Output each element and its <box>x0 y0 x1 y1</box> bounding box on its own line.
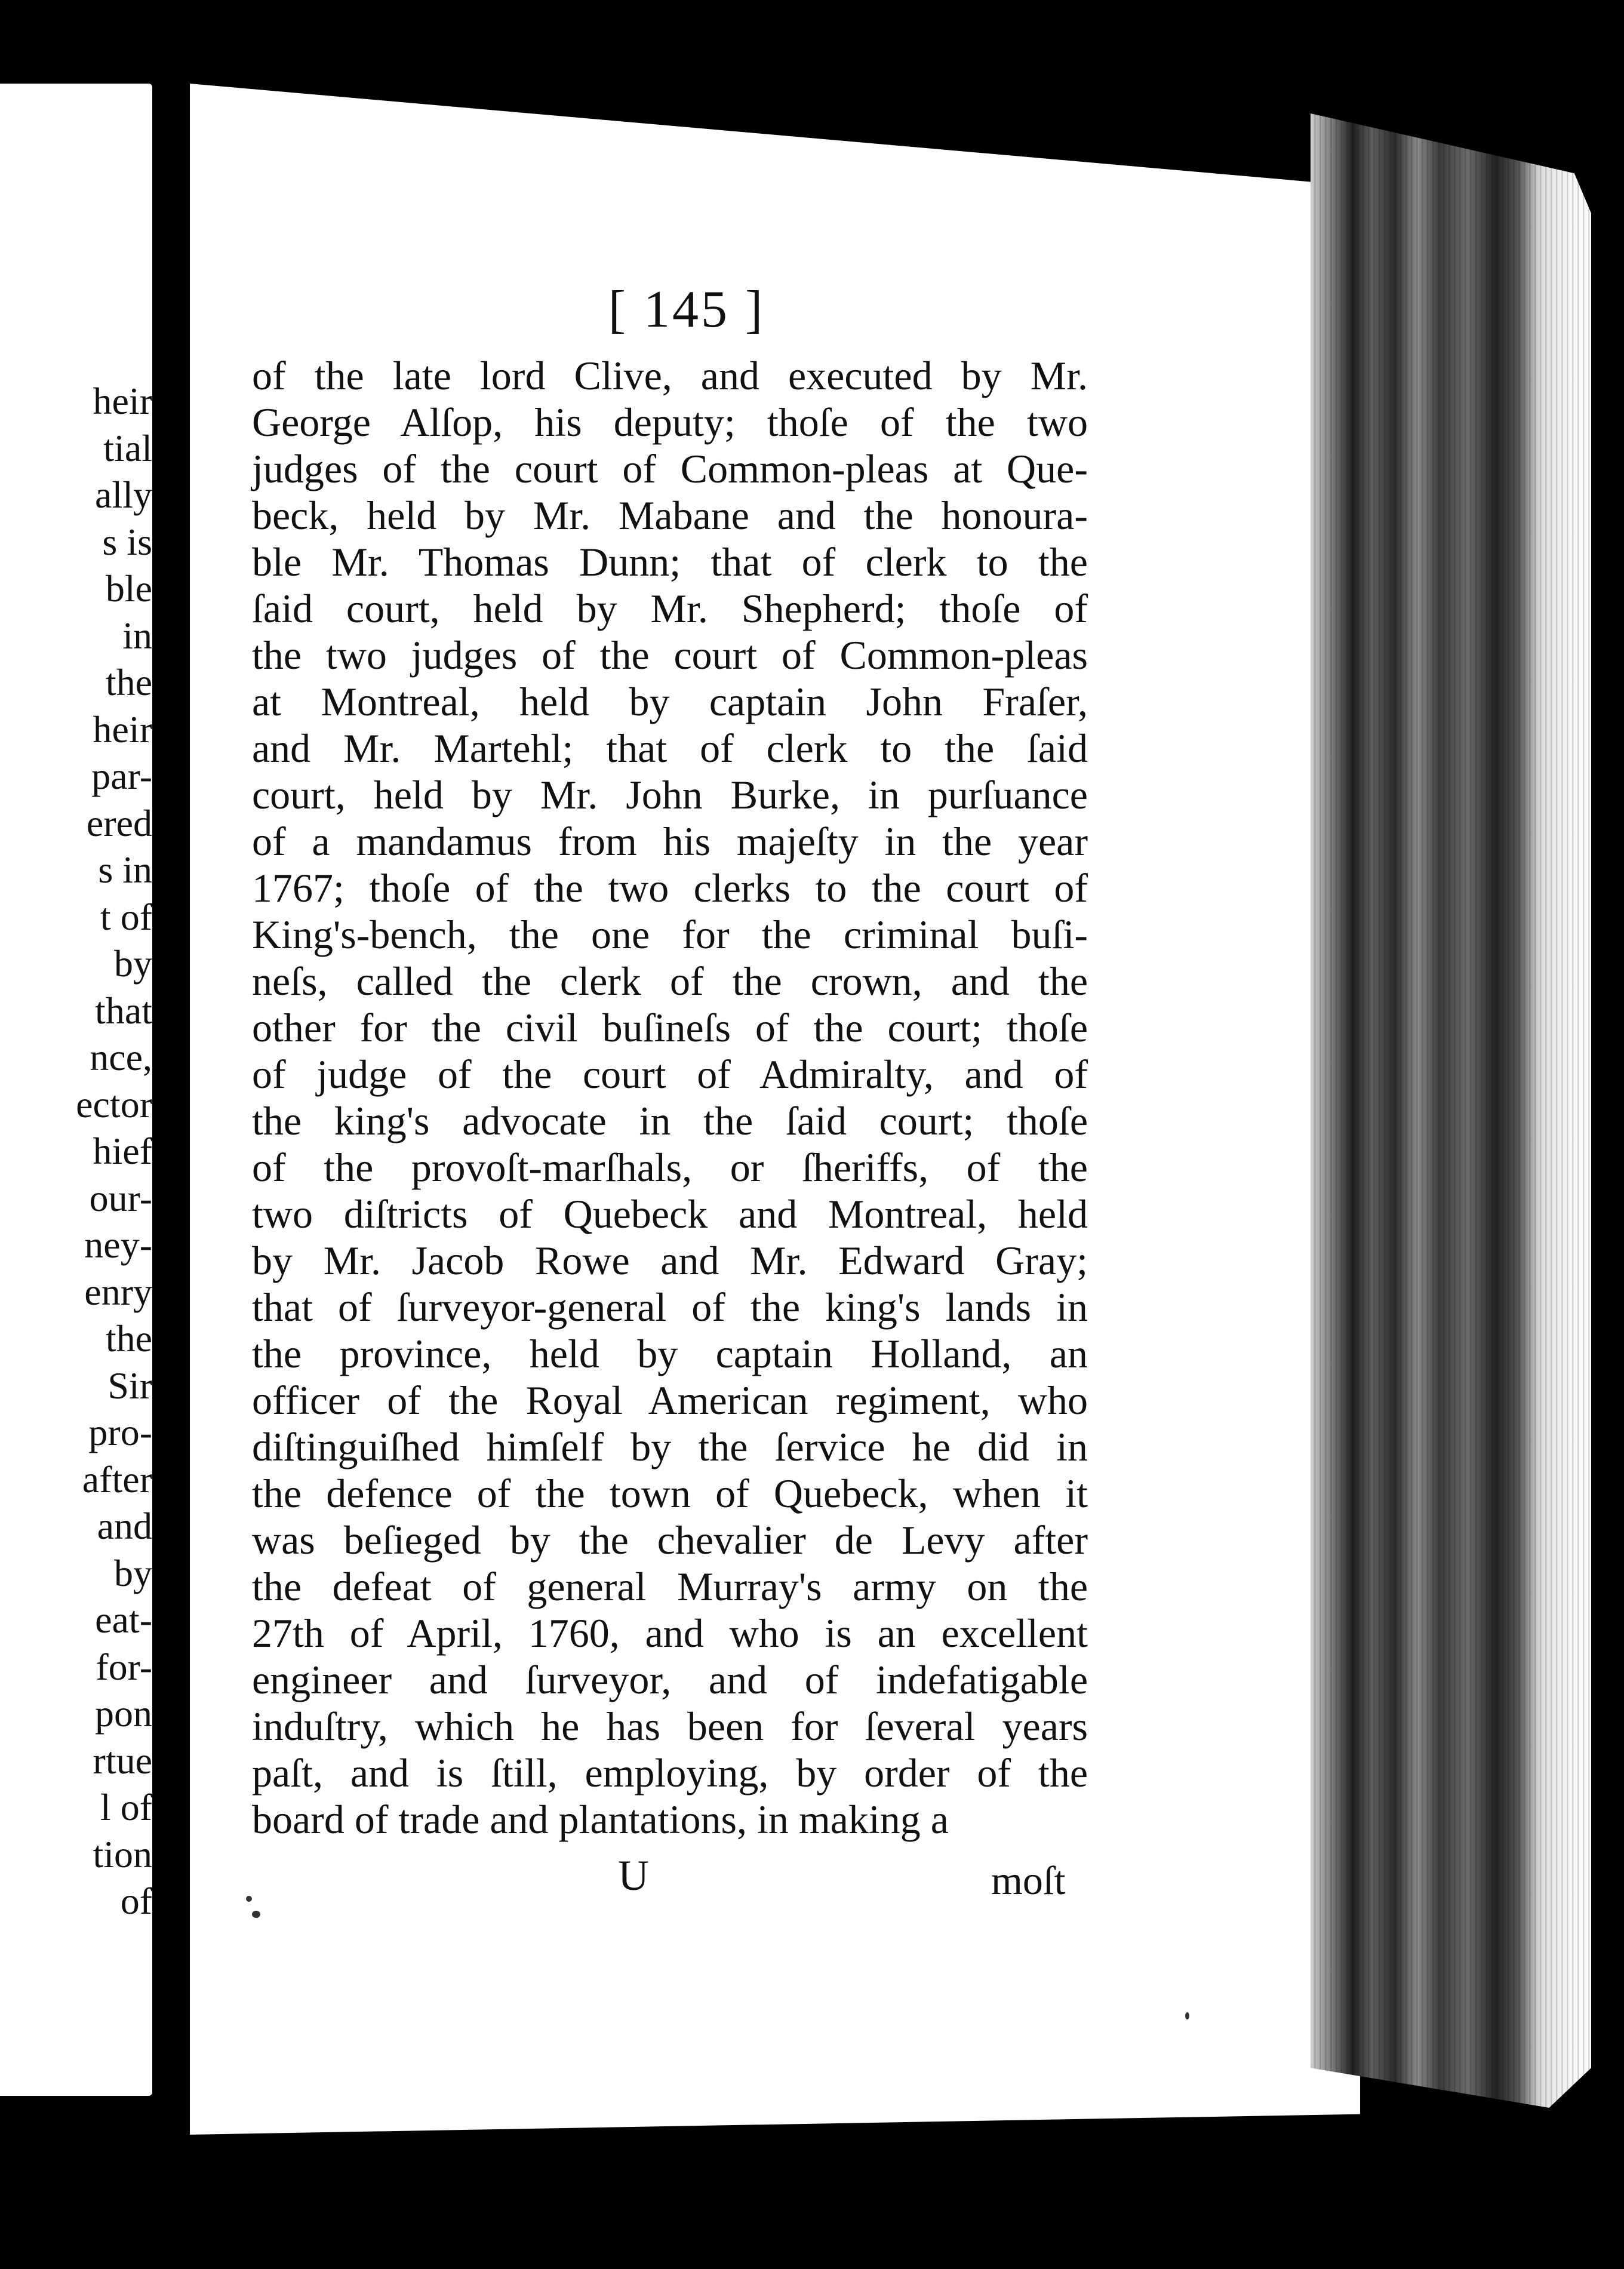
left-page-fragment: ally <box>95 474 152 516</box>
text-line: 1767; thoſe of the two clerks to the court of <box>252 865 1088 911</box>
text-line: of the provoſt-marſhals, or ſheriffs, of the <box>252 1145 1088 1190</box>
text-line: ſaid court, held by Mr. Shepherd; thoſe of <box>252 586 1088 631</box>
left-page-fragment: the <box>105 661 152 703</box>
ink-speck <box>1185 2012 1189 2019</box>
text-line: and Mr. Martehl; that of clerk to the ſaid <box>252 725 1088 771</box>
left-page-fragment: after <box>82 1458 152 1501</box>
left-page-fragment: s in <box>98 848 152 891</box>
left-page-fragment: ney- <box>84 1223 152 1266</box>
left-page-fragment: nce, <box>90 1036 152 1078</box>
text-line: court, held by Mr. John Burke, in purſuance <box>252 772 1088 817</box>
text-line: neſs, called the clerk of the crown, and the <box>252 958 1088 1004</box>
text-line: the defence of the town of Quebeck, when it <box>252 1471 1088 1516</box>
text-line: ble Mr. Thomas Dunn; that of clerk to the <box>252 539 1088 585</box>
left-page-fragment: s is <box>102 520 152 563</box>
text-line: induſtry, which he has been for ſeveral years <box>252 1704 1088 1749</box>
left-page-fragment: ector <box>76 1083 152 1126</box>
left-page-fragment: l of <box>100 1786 152 1828</box>
left-page-fragment: pro- <box>88 1411 152 1453</box>
left-page-fragment: tion <box>93 1833 152 1876</box>
left-page <box>0 84 152 2096</box>
left-page-fragment: and <box>97 1505 152 1547</box>
text-line: judges of the court of Common-pleas at Que- <box>252 446 1088 491</box>
left-page-fragment: Sir <box>107 1364 152 1407</box>
text-line: the king's advocate in the ſaid court; thoſe <box>252 1098 1088 1143</box>
signature-mark: U <box>618 1852 649 1899</box>
left-page-fragment: enry <box>84 1270 152 1313</box>
left-page-fragment: heir <box>93 708 152 751</box>
text-line: engineer and ſurveyor, and of indefatigable <box>252 1657 1088 1702</box>
left-page-fragment: rtue <box>93 1739 152 1782</box>
page-number: [ 145 ] <box>608 281 765 339</box>
left-page-fragment: that <box>95 989 152 1032</box>
left-page-fragment: ered <box>86 801 152 844</box>
ink-speck <box>246 1896 252 1902</box>
text-line: two diſtricts of Quebeck and Montreal, held <box>252 1191 1088 1237</box>
text-line: beck, held by Mr. Mabane and the honoura- <box>252 493 1088 538</box>
left-page-fragment: in <box>122 614 152 657</box>
left-page-fragment: heir <box>93 380 152 422</box>
left-page-fragment: by <box>114 1551 152 1594</box>
left-page-fragment: ble <box>105 567 152 610</box>
text-line: 27th of April, 1760, and who is an excellent <box>252 1610 1088 1656</box>
text-line: that of ſurveyor-general of the king's lands in <box>252 1284 1088 1330</box>
page-fore-edge-texture <box>1311 113 1591 2108</box>
text-line: George Alſop, his deputy; thoſe of the two <box>252 399 1088 445</box>
body-text <box>252 352 1088 1843</box>
text-line: at Montreal, held by captain John Fraſer, <box>252 679 1088 724</box>
text-line: other for the civil buſineſs of the court; thoſe <box>252 1005 1088 1050</box>
text-line: by Mr. Jacob Rowe and Mr. Edward Gray; <box>252 1238 1088 1283</box>
left-page-fragment: by <box>114 942 152 985</box>
catchword: moſt <box>991 1858 1066 1903</box>
text-line: of judge of the court of Admiralty, and of <box>252 1052 1088 1097</box>
text-line: the defeat of general Murray's army on the <box>252 1564 1088 1609</box>
text-line: of a mandamus from his majeſty in the year <box>252 819 1088 864</box>
book-gutter <box>152 84 191 2096</box>
left-page-fragment: pon <box>95 1692 152 1735</box>
left-page-fragment: the <box>105 1317 152 1360</box>
text-line: diſtinguiſhed himſelf by the ſervice he did in <box>252 1424 1088 1469</box>
text-line: of the late lord Clive, and executed by Mr. <box>252 353 1088 398</box>
text-line: the two judges of the court of Common-pleas <box>252 632 1088 678</box>
ink-speck <box>252 1911 260 1918</box>
left-page-fragment: tial <box>103 426 152 469</box>
left-page-fragment: par- <box>91 755 152 797</box>
text-line: paſt, and is ſtill, employing, by order of the <box>252 1750 1088 1795</box>
left-page-fragment: hief <box>93 1130 152 1172</box>
left-page-fragment: t of <box>100 895 152 938</box>
left-page-fragment: for- <box>96 1645 152 1688</box>
text-line: board of trade and plantations, in making a <box>252 1797 949 1842</box>
left-page-fragment: eat- <box>95 1598 152 1641</box>
left-page-text-fragments <box>0 84 152 2096</box>
text-line: was beſieged by the chevalier de Levy after <box>252 1517 1088 1563</box>
text-line: King's-bench, the one for the criminal buſi- <box>252 912 1088 957</box>
left-page-fragment: of <box>120 1880 152 1922</box>
text-line: officer of the Royal American regiment, who <box>252 1378 1088 1423</box>
text-line: the province, held by captain Holland, an <box>252 1331 1088 1376</box>
left-page-fragment: our- <box>89 1176 152 1219</box>
